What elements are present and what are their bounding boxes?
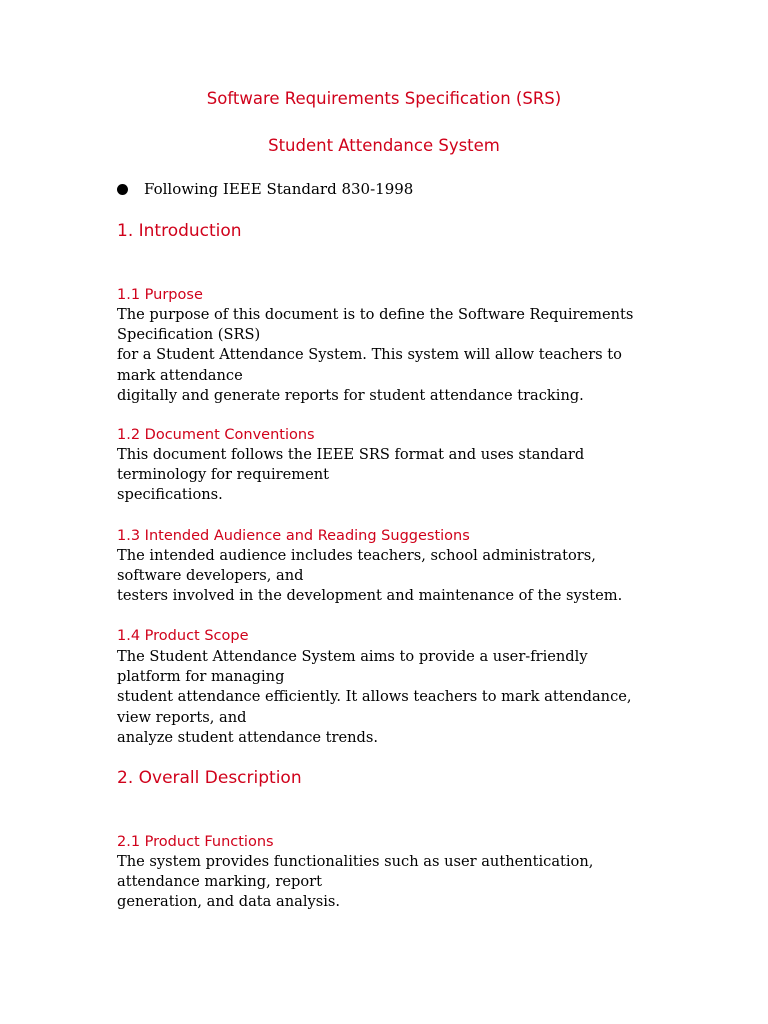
paragraph-line: testers involved in the development and maintenance of the system. xyxy=(117,587,623,605)
paragraph-line: for a Student Attendance System. This system will allow teachers to xyxy=(117,346,622,364)
bullet-icon xyxy=(117,184,128,195)
paragraph-line: digitally and generate reports for student attendance tracking. xyxy=(117,386,584,404)
paragraph-line: The system provides functionalities such as user authentication, xyxy=(117,853,594,870)
document-title: Software Requirements Specification (SRS) xyxy=(206,89,562,108)
subsection-heading-scope: 1.4 Product Scope xyxy=(117,628,249,644)
paragraph-scope xyxy=(117,647,677,748)
document-subtitle: Student Attendance System xyxy=(268,136,500,155)
paragraph-line: The intended audience includes teachers, school administrators, xyxy=(117,547,596,564)
subsection-heading-functions: 2.1 Product Functions xyxy=(117,834,274,850)
subsection-heading-purpose: 1.1 Purpose xyxy=(117,287,203,303)
subsection-heading-audience: 1.3 Intended Audience and Reading Suggestions xyxy=(117,528,470,544)
paragraph-line: attendance marking, report xyxy=(117,873,322,891)
section-heading-introduction: 1. Introduction xyxy=(117,221,242,241)
paragraph-line: analyze student attendance trends. xyxy=(117,728,379,746)
paragraph-line: The Student Attendance System aims to provide a user-friendly xyxy=(117,648,588,665)
paragraph-functions xyxy=(117,852,677,913)
paragraph-line: mark attendance xyxy=(117,366,243,384)
paragraph-line: terminology for requirement xyxy=(117,466,330,484)
paragraph-line: Specification (SRS) xyxy=(117,326,261,344)
paragraph-conventions xyxy=(117,445,677,506)
paragraph-line: generation, and data analysis. xyxy=(117,893,341,911)
paragraph-line: student attendance efficiently. It allows teachers to mark attendance, xyxy=(117,688,632,706)
paragraph-line: The purpose of this document is to define the Software Requirements xyxy=(117,306,634,323)
paragraph-line: specifications. xyxy=(117,486,223,504)
paragraph-line: platform for managing xyxy=(117,668,285,686)
paragraph-line: software developers, and xyxy=(117,567,304,585)
bullet-text: Following IEEE Standard 830-1998 xyxy=(144,180,414,198)
paragraph-audience xyxy=(117,546,677,607)
subsection-heading-conventions: 1.2 Document Conventions xyxy=(117,427,315,443)
paragraph-purpose xyxy=(117,305,677,406)
section-heading-overall-description: 2. Overall Description xyxy=(117,768,302,788)
paragraph-line: view reports, and xyxy=(117,708,247,726)
paragraph-line: This document follows the IEEE SRS format and uses standard xyxy=(117,446,585,463)
